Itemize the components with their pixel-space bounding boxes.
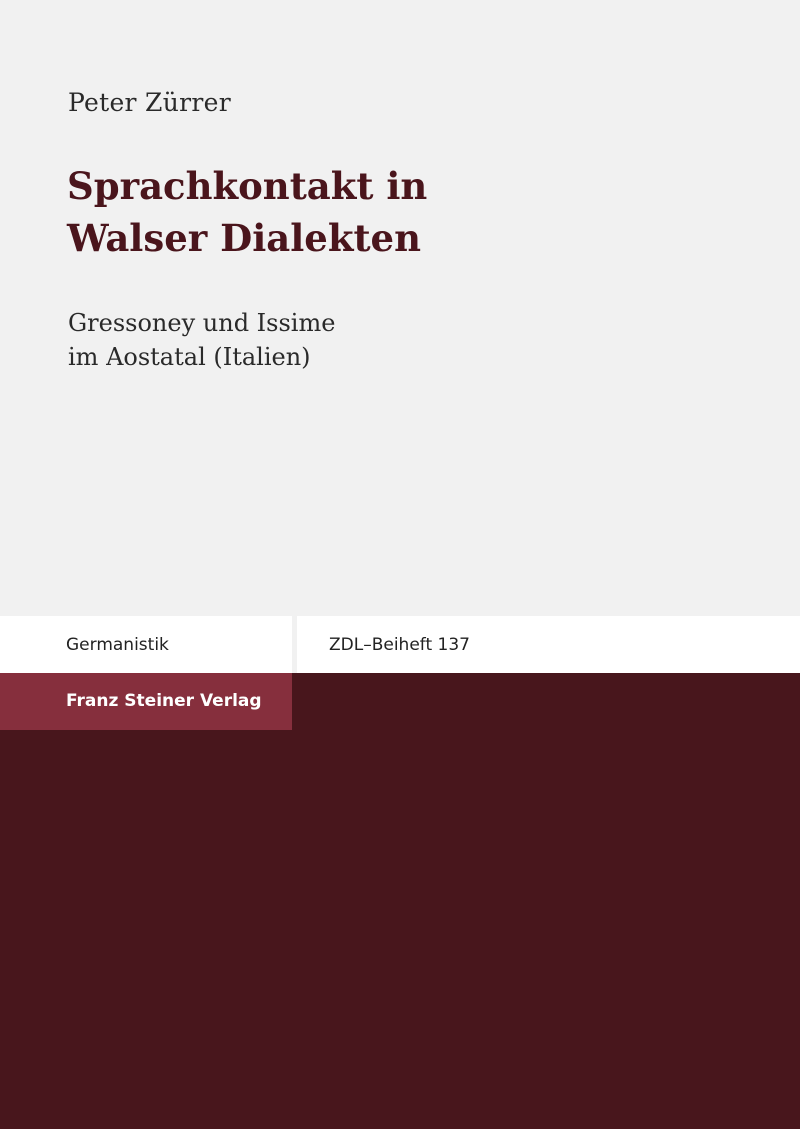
series-number-box — [297, 616, 800, 673]
series-band — [0, 616, 800, 673]
series-label-box — [0, 616, 292, 673]
publisher-block — [0, 673, 292, 730]
book-title — [67, 160, 427, 264]
cover-lower-area — [0, 673, 800, 1129]
book-subtitle-line-2: im Aostatal (Italien) — [68, 343, 311, 371]
book-title-line-1: Sprachkontakt in — [67, 164, 428, 208]
book-subtitle — [68, 306, 335, 374]
book-subtitle-line-1: Gressoney und Issime — [68, 309, 336, 337]
author-name: Peter Zürrer — [68, 88, 231, 117]
book-title-line-2: Walser Dialekten — [67, 216, 421, 260]
series-label: Germanistik — [66, 635, 169, 655]
publisher-name: Franz Steiner Verlag — [66, 691, 262, 711]
series-number: ZDL–Beiheft 137 — [329, 635, 470, 655]
